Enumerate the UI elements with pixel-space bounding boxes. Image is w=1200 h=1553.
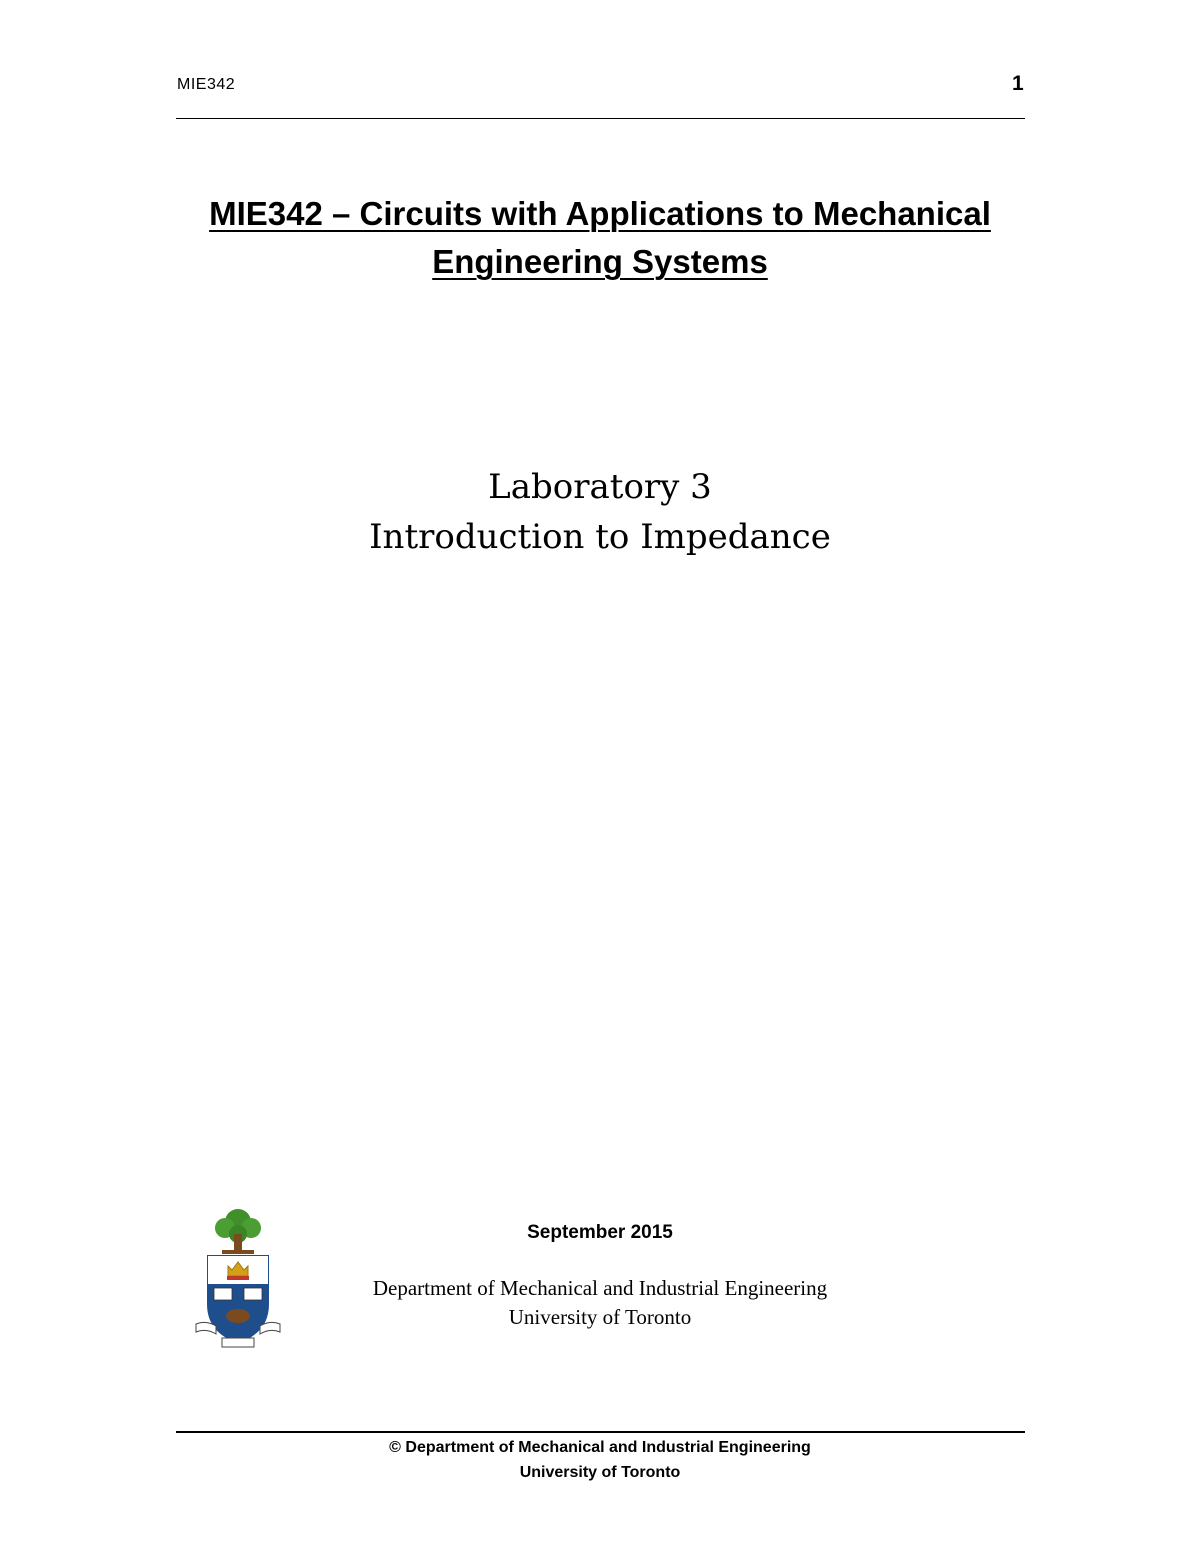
title-line-1: MIE342 – Circuits with Applications to Mechanical: [209, 195, 991, 232]
footer-copyright: © Department of Mechanical and Industrial Engineering: [389, 1439, 811, 1456]
department-block: [300, 1274, 900, 1332]
lab-heading: [150, 462, 1050, 562]
header-divider: [176, 118, 1025, 119]
document-title: [150, 190, 1050, 286]
footer-divider: [176, 1431, 1025, 1433]
university-crest-icon: [192, 1204, 284, 1352]
page-number: 1: [1012, 72, 1024, 95]
department-name: Department of Mechanical and Industrial Engineering: [372, 1276, 828, 1300]
running-header-course-code: MIE342: [177, 76, 236, 93]
title-line-2: Engineering Systems: [432, 243, 768, 280]
footer-university: University of Toronto: [519, 1464, 681, 1481]
publication-date: September 2015: [527, 1222, 673, 1243]
lab-number: Laboratory 3: [488, 467, 712, 507]
lab-topic: Introduction to Impedance: [369, 517, 831, 557]
university-name: University of Toronto: [508, 1305, 692, 1329]
copyright-footer: [200, 1435, 1000, 1485]
